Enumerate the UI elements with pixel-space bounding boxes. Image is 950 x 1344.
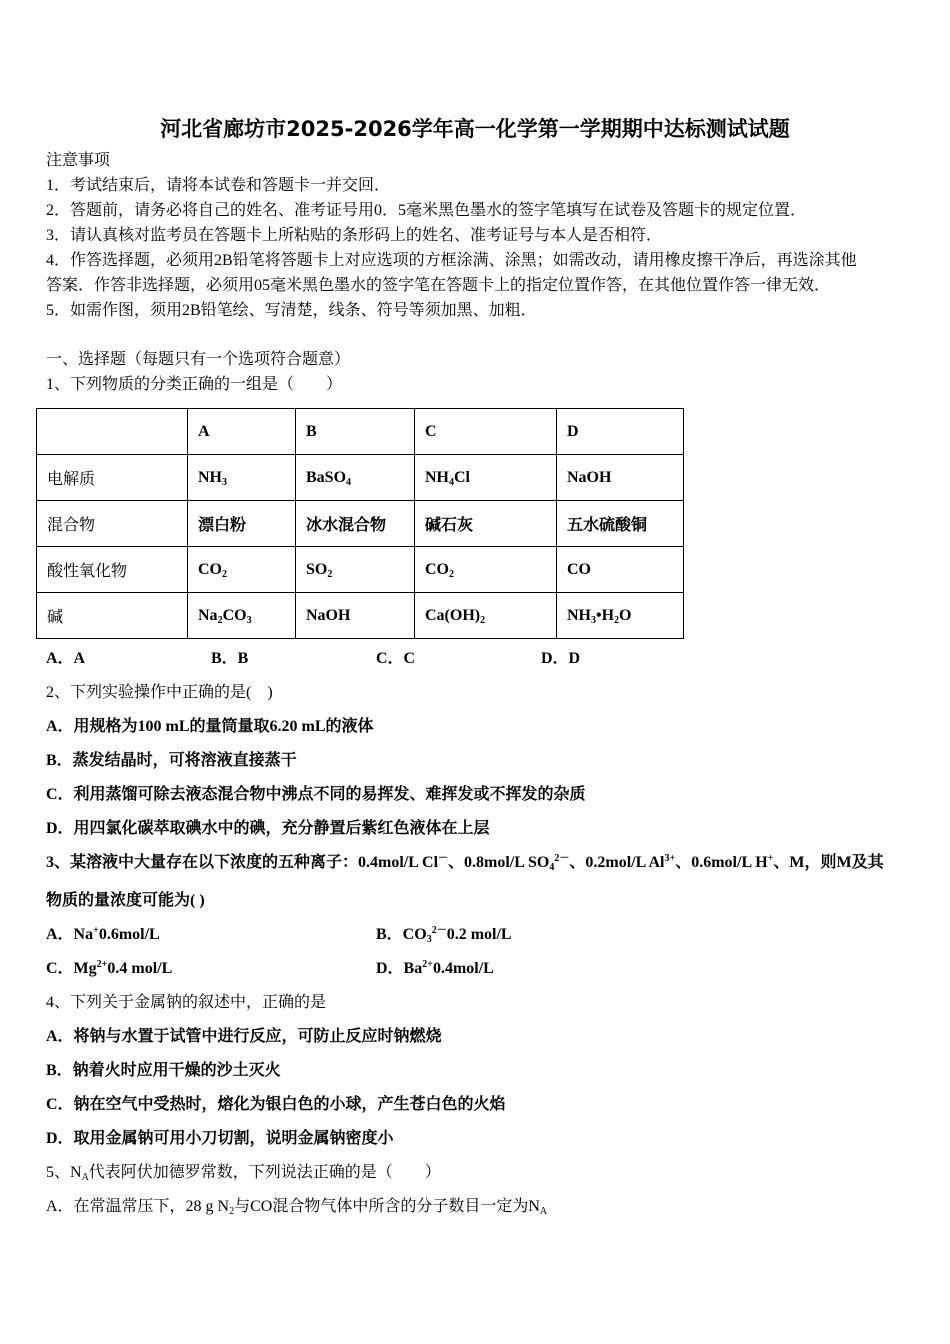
superscript: 3+	[664, 853, 676, 864]
note-item: 1．考试结束后，请将本试卷和答题卡一并交回．	[46, 177, 391, 194]
q4-option-a[interactable]: A．将钠与水置于试管中进行反应，可防止反应时钠燃烧	[46, 1028, 442, 1045]
text-segment: 、0.8mol/L SO	[448, 854, 550, 871]
subscript: 2	[327, 568, 333, 580]
subscript: 2	[480, 614, 486, 626]
subscript: 4	[449, 476, 454, 488]
subscript: 3	[591, 614, 596, 626]
q2-option-d[interactable]: D．用四氯化碳萃取碘水中的碘，充分静置后紫红色液体在上层	[46, 820, 490, 837]
subscript: 4	[549, 862, 555, 873]
table-cell	[188, 455, 296, 501]
text-segment: NH	[567, 606, 591, 624]
table-cell	[415, 455, 557, 501]
subscript: 2	[229, 1206, 235, 1217]
q5-option-a[interactable]	[46, 1197, 547, 1217]
text-segment: NaOH	[567, 468, 612, 486]
q5-stem	[46, 1163, 441, 1183]
subscript: 4	[346, 476, 352, 488]
text-segment: •H	[596, 606, 615, 624]
q1-option-a[interactable]: A．A	[46, 650, 86, 667]
note-item: 2．答题前，请务必将自己的姓名、准考证号用0．5毫米黑色墨水的签字笔填写在试卷及答题卡的规定位置．	[46, 202, 807, 219]
table-cell	[37, 455, 188, 501]
table-row	[37, 501, 684, 547]
text-segment: NH	[198, 468, 222, 486]
text-segment: Cl	[454, 468, 470, 486]
text-segment: NaOH	[306, 606, 351, 624]
table-cell	[415, 501, 557, 547]
text-segment: CO	[425, 560, 449, 578]
text-segment: 碱石灰	[425, 517, 474, 534]
table-header-row	[37, 409, 684, 455]
table-row	[37, 593, 684, 639]
note-item: 4．作答选择题，必须用2B铅笔将答题卡上对应选项的方框涂满、涂黑；如需改动，请用橡皮擦干净后，再选涂其他	[46, 252, 857, 269]
q3-stem	[46, 853, 884, 873]
table-cell	[296, 455, 415, 501]
q4-stem: 4、下列关于金属钠的叙述中，正确的是	[46, 994, 327, 1011]
section-heading: 一、选择题（每题只有一个选项符合题意）	[46, 351, 351, 368]
text-segment: D．Ba	[376, 960, 423, 977]
text-segment: 碱	[47, 609, 64, 626]
table-cell	[188, 593, 296, 639]
subscript: A	[81, 1172, 89, 1183]
q3-option-b[interactable]	[376, 925, 512, 945]
text-segment: C．Mg	[46, 960, 97, 977]
table-cell	[557, 455, 684, 501]
table-cell	[415, 593, 557, 639]
text-segment: A．在常温常压下，28 g N	[46, 1198, 230, 1215]
notes-heading: 注意事项	[46, 152, 111, 169]
q2-option-a[interactable]: A．用规格为100 mL的量筒量取6.20 mL的液体	[46, 718, 374, 735]
text-segment: 混合物	[47, 517, 96, 534]
text-segment: 5、N	[46, 1164, 82, 1181]
superscript: －	[438, 853, 449, 864]
text-segment: 漂白粉	[198, 517, 247, 534]
text-segment: BaSO	[306, 468, 347, 486]
note-item: 3．请认真核对监考员在答题卡上所粘贴的条形码上的姓名、准考证号与本人是否相符．	[46, 227, 663, 244]
table-cell	[557, 501, 684, 547]
subscript: 3	[246, 614, 252, 626]
table-cell	[37, 547, 188, 593]
table-cell	[557, 547, 684, 593]
q2-option-c[interactable]: C．利用蒸馏可除去液态混合物中沸点不同的易挥发、难挥发或不挥发的杂质	[46, 786, 586, 803]
table-cell	[415, 547, 557, 593]
subscript: A	[539, 1206, 548, 1217]
q2-option-b[interactable]: B．蒸发结晶时，可将溶液直接蒸干	[46, 752, 297, 769]
q4-option-d[interactable]: D．取用金属钠可用小刀切割，说明金属钠密度小	[46, 1130, 394, 1147]
subscript: 2	[222, 568, 227, 580]
text-segment: 0.4 mol/L	[107, 960, 173, 977]
text-segment: CO	[567, 560, 591, 578]
text-segment: 冰水混合物	[306, 517, 387, 534]
text-segment: 五水硫酸铜	[567, 517, 648, 534]
page-title: 河北省廊坊市2025-2026学年高一化学第一学期期中达标测试试题	[160, 117, 790, 141]
text-segment: CO	[222, 606, 247, 624]
text-segment: 0.2 mol/L	[446, 926, 512, 943]
q3-stem-cont: 物质的量浓度可能为( )	[46, 892, 205, 909]
text-segment: 、0.6mol/L H	[675, 854, 768, 871]
table-row	[37, 547, 684, 593]
q1-option-b[interactable]: B．B	[211, 650, 249, 667]
text-segment: Ca(OH)	[425, 606, 481, 624]
table-cell	[296, 501, 415, 547]
note-item: 答案．作答非选择题，必须用05毫米黑色墨水的签字笔在答题卡上的指定位置作答，在其他位置作答一律无效．	[46, 277, 831, 294]
text-segment: 、0.2mol/L Al	[569, 854, 665, 871]
subscript: 2	[217, 614, 223, 626]
text-segment: 0.4mol/L	[432, 960, 494, 977]
superscript: 2－	[554, 853, 570, 864]
text-segment: B．CO	[376, 926, 427, 943]
q3-option-a[interactable]	[46, 925, 160, 945]
table-row	[37, 455, 684, 501]
superscript: +	[93, 925, 99, 936]
text-segment: CO	[198, 560, 222, 578]
text-segment: 、M，则M及其	[773, 854, 884, 871]
superscript: 2+	[96, 959, 108, 970]
q4-option-c[interactable]: C．钠在空气中受热时，熔化为银白色的小球，产生苍白色的火焰	[46, 1096, 506, 1113]
text-segment: SO	[306, 560, 328, 578]
superscript: 2+	[422, 959, 433, 970]
text-segment: 3、某溶液中大量存在以下浓度的五种离子：0.4mol/L Cl	[46, 854, 439, 871]
q3-option-d[interactable]	[376, 959, 494, 979]
q1-table	[36, 408, 684, 639]
q4-option-b[interactable]: B．钠着火时应用干燥的沙土灭火	[46, 1062, 281, 1079]
superscript: 2－	[431, 925, 447, 936]
table-header-cell: A	[188, 409, 296, 455]
q1-option-d[interactable]: D．D	[541, 650, 581, 667]
table-header-cell	[37, 409, 188, 455]
table-cell	[296, 593, 415, 639]
table-cell	[188, 547, 296, 593]
subscript: 2	[449, 568, 454, 580]
text-segment: 电解质	[47, 471, 96, 488]
subscript: 2	[614, 614, 620, 626]
table-header-cell: B	[296, 409, 415, 455]
text-segment: 0.6mol/L	[98, 926, 160, 943]
text-segment: NH	[425, 468, 449, 486]
table-cell	[188, 501, 296, 547]
table-cell	[296, 547, 415, 593]
table-header-cell: D	[557, 409, 684, 455]
text-segment: 代表阿伏加德罗常数，下列说法正确的是（ ）	[88, 1164, 441, 1181]
text-segment: 酸性氧化物	[47, 563, 128, 580]
table-header-cell: C	[415, 409, 557, 455]
note-item: 5．如需作图，须用2B铅笔绘、写清楚，线条、符号等须加黑、加粗．	[46, 302, 537, 319]
subscript: 3	[222, 476, 227, 488]
q1-stem: 1、下列物质的分类正确的一组是（ ）	[46, 376, 343, 393]
table-cell	[37, 501, 188, 547]
q2-stem: 2、下列实验操作中正确的是( )	[46, 684, 273, 701]
text-segment: 与CO混合物气体中所含的分子数目一定为N	[234, 1198, 540, 1215]
text-segment: A．Na	[46, 926, 94, 943]
subscript: 3	[426, 934, 432, 945]
text-segment: Na	[198, 606, 218, 624]
table-cell	[557, 593, 684, 639]
q3-option-c[interactable]	[46, 959, 172, 979]
text-segment: O	[619, 606, 632, 624]
q1-option-c[interactable]: C．C	[376, 650, 416, 667]
superscript: +	[767, 853, 774, 864]
table-cell	[37, 593, 188, 639]
